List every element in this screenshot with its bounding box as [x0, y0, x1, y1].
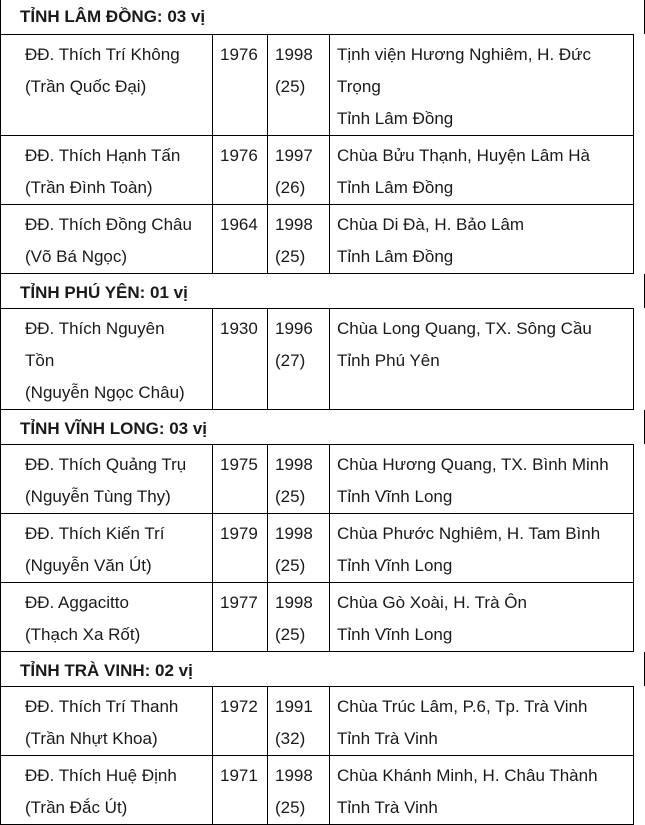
table-row	[1, 136, 634, 205]
temple-line: Tỉnh Vĩnh Long	[337, 556, 453, 575]
birth-year: 1977	[220, 593, 258, 612]
ordination-cell	[268, 309, 330, 410]
temple-cell	[330, 756, 634, 825]
monk-name-cell	[1, 35, 213, 136]
dharma-name: ĐĐ. Thích Trí Không	[25, 45, 180, 64]
temple-line: Tỉnh Phú Yên	[337, 351, 440, 370]
ordination-year: 1998	[275, 593, 313, 612]
birth-year: 1930	[220, 319, 258, 338]
dharma-name: ĐĐ. Thích Đồng Châu	[25, 215, 192, 234]
table-row	[1, 514, 634, 583]
birth-year: 1976	[220, 146, 258, 165]
ordination-year: 1998	[275, 215, 313, 234]
dharma-name: Tồn	[25, 351, 55, 370]
monastic-years: (25)	[275, 556, 306, 575]
monk-name-cell	[1, 309, 213, 410]
monk-name-cell	[1, 756, 213, 825]
ordination-year: 1997	[275, 146, 313, 165]
birth-year-cell	[213, 136, 268, 205]
ordination-cell	[268, 583, 330, 652]
temple-cell	[330, 35, 634, 136]
temple-line: Tỉnh Lâm Đồng	[337, 247, 454, 266]
monk-name-cell	[1, 136, 213, 205]
dharma-name: ĐĐ. Thích Trí Thanh	[25, 697, 179, 716]
province-table	[0, 686, 634, 825]
ordination-year: 1996	[275, 319, 313, 338]
dharma-name: ĐĐ. Aggacitto	[25, 593, 129, 612]
temple-line: Chùa Di Đà, H. Bảo Lâm	[337, 215, 525, 234]
dharma-name: ĐĐ. Thích Kiến Trí	[25, 524, 165, 543]
birth-year: 1979	[220, 524, 258, 543]
monk-name-cell	[1, 583, 213, 652]
ordination-year: 1998	[275, 524, 313, 543]
table-row	[1, 756, 634, 825]
birth-year-cell	[213, 583, 268, 652]
temple-cell	[330, 136, 634, 205]
temple-line: Chùa Khánh Minh, H. Châu Thành	[337, 766, 598, 785]
monk-name-cell	[1, 514, 213, 583]
birth-year-cell	[213, 445, 268, 514]
lay-name: (Thạch Xa Rốt)	[25, 625, 141, 644]
lay-name: (Nguyễn Ngọc Châu)	[25, 383, 185, 402]
ordination-cell	[268, 445, 330, 514]
temple-line: Tỉnh Lâm Đồng	[337, 178, 454, 197]
monastic-years: (25)	[275, 487, 306, 506]
monk-name-cell	[1, 205, 213, 274]
ordination-cell	[268, 35, 330, 136]
monastic-years: (25)	[275, 77, 306, 96]
province-header	[0, 410, 645, 444]
temple-cell	[330, 445, 634, 514]
ordination-cell	[268, 687, 330, 756]
ordination-year: 1998	[275, 766, 313, 785]
ordination-cell	[268, 136, 330, 205]
monastic-years: (27)	[275, 351, 306, 370]
province-title: TỈNH PHÚ YÊN: 01 vị	[20, 283, 188, 302]
monk-name-cell	[1, 687, 213, 756]
monastic-years: (32)	[275, 729, 306, 748]
table-row	[1, 309, 634, 410]
ordination-cell	[268, 205, 330, 274]
lay-name: (Võ Bá Ngọc)	[25, 247, 128, 266]
ordination-year: 1998	[275, 45, 313, 64]
birth-year-cell	[213, 309, 268, 410]
lay-name: (Trần Quốc Đại)	[25, 77, 147, 96]
dharma-name: ĐĐ. Thích Hạnh Tấn	[25, 146, 181, 165]
temple-line: Tỉnh Vĩnh Long	[337, 487, 453, 506]
table-row	[1, 445, 634, 514]
province-table	[0, 444, 634, 652]
ordination-year: 1998	[275, 455, 313, 474]
province-header	[0, 274, 645, 308]
temple-line: Tịnh viện Hương Nghiêm, H. Đức	[337, 45, 592, 64]
province-header	[0, 0, 645, 34]
dharma-name: ĐĐ. Thích Nguyên	[25, 319, 165, 338]
monastic-years: (26)	[275, 178, 306, 197]
temple-cell	[330, 687, 634, 756]
province-title: TỈNH VĨNH LONG: 03 vị	[20, 419, 208, 438]
birth-year-cell	[213, 687, 268, 756]
table-row	[1, 583, 634, 652]
temple-cell	[330, 205, 634, 274]
temple-cell	[330, 514, 634, 583]
ordination-cell	[268, 514, 330, 583]
temple-line: Chùa Bửu Thạnh, Huyện Lâm Hà	[337, 146, 590, 165]
table-row	[1, 687, 634, 756]
monk-name-cell	[1, 445, 213, 514]
province-table	[0, 34, 634, 274]
birth-year: 1975	[220, 455, 258, 474]
birth-year-cell	[213, 514, 268, 583]
dharma-name: ĐĐ. Thích Quảng Trụ	[25, 455, 187, 474]
province-title: TỈNH TRÀ VINH: 02 vị	[20, 661, 193, 680]
birth-year-cell	[213, 756, 268, 825]
province-title: TỈNH LÂM ĐỒNG: 03 vị	[20, 7, 206, 26]
lay-name: (Trần Đình Toàn)	[25, 178, 153, 197]
temple-line: Tỉnh Trà Vinh	[337, 729, 438, 748]
province-header	[0, 652, 645, 686]
table-row	[1, 205, 634, 274]
table-row	[1, 35, 634, 136]
birth-year: 1971	[220, 766, 258, 785]
temple-line: Chùa Hương Quang, TX. Bình Minh	[337, 455, 609, 474]
temple-line: Tỉnh Vĩnh Long	[337, 625, 453, 644]
dharma-name: ĐĐ. Thích Huệ Định	[25, 766, 177, 785]
lay-name: (Trần Nhựt Khoa)	[25, 729, 158, 748]
ordination-year: 1991	[275, 697, 313, 716]
temple-cell	[330, 583, 634, 652]
temple-line: Tỉnh Trà Vinh	[337, 798, 438, 817]
temple-line: Tỉnh Lâm Đồng	[337, 109, 454, 128]
temple-line: Chùa Long Quang, TX. Sông Cầu	[337, 319, 592, 338]
birth-year: 1972	[220, 697, 258, 716]
temple-line: Chùa Phước Nghiêm, H. Tam Bình	[337, 524, 601, 543]
birth-year-cell	[213, 35, 268, 136]
temple-line: Chùa Trúc Lâm, P.6, Tp. Trà Vinh	[337, 697, 588, 716]
monastic-years: (25)	[275, 247, 306, 266]
temple-cell	[330, 309, 634, 410]
lay-name: (Nguyễn Văn Út)	[25, 556, 152, 575]
monastic-years: (25)	[275, 798, 306, 817]
lay-name: (Trần Đắc Út)	[25, 798, 128, 817]
birth-year-cell	[213, 205, 268, 274]
temple-line: Trọng	[337, 77, 381, 96]
lay-name: (Nguyễn Tùng Thy)	[25, 487, 171, 506]
ordination-cell	[268, 756, 330, 825]
temple-line: Chùa Gò Xoài, H. Trà Ôn	[337, 593, 527, 612]
birth-year: 1964	[220, 215, 258, 234]
birth-year: 1976	[220, 45, 258, 64]
monastic-years: (25)	[275, 625, 306, 644]
province-table	[0, 308, 634, 410]
